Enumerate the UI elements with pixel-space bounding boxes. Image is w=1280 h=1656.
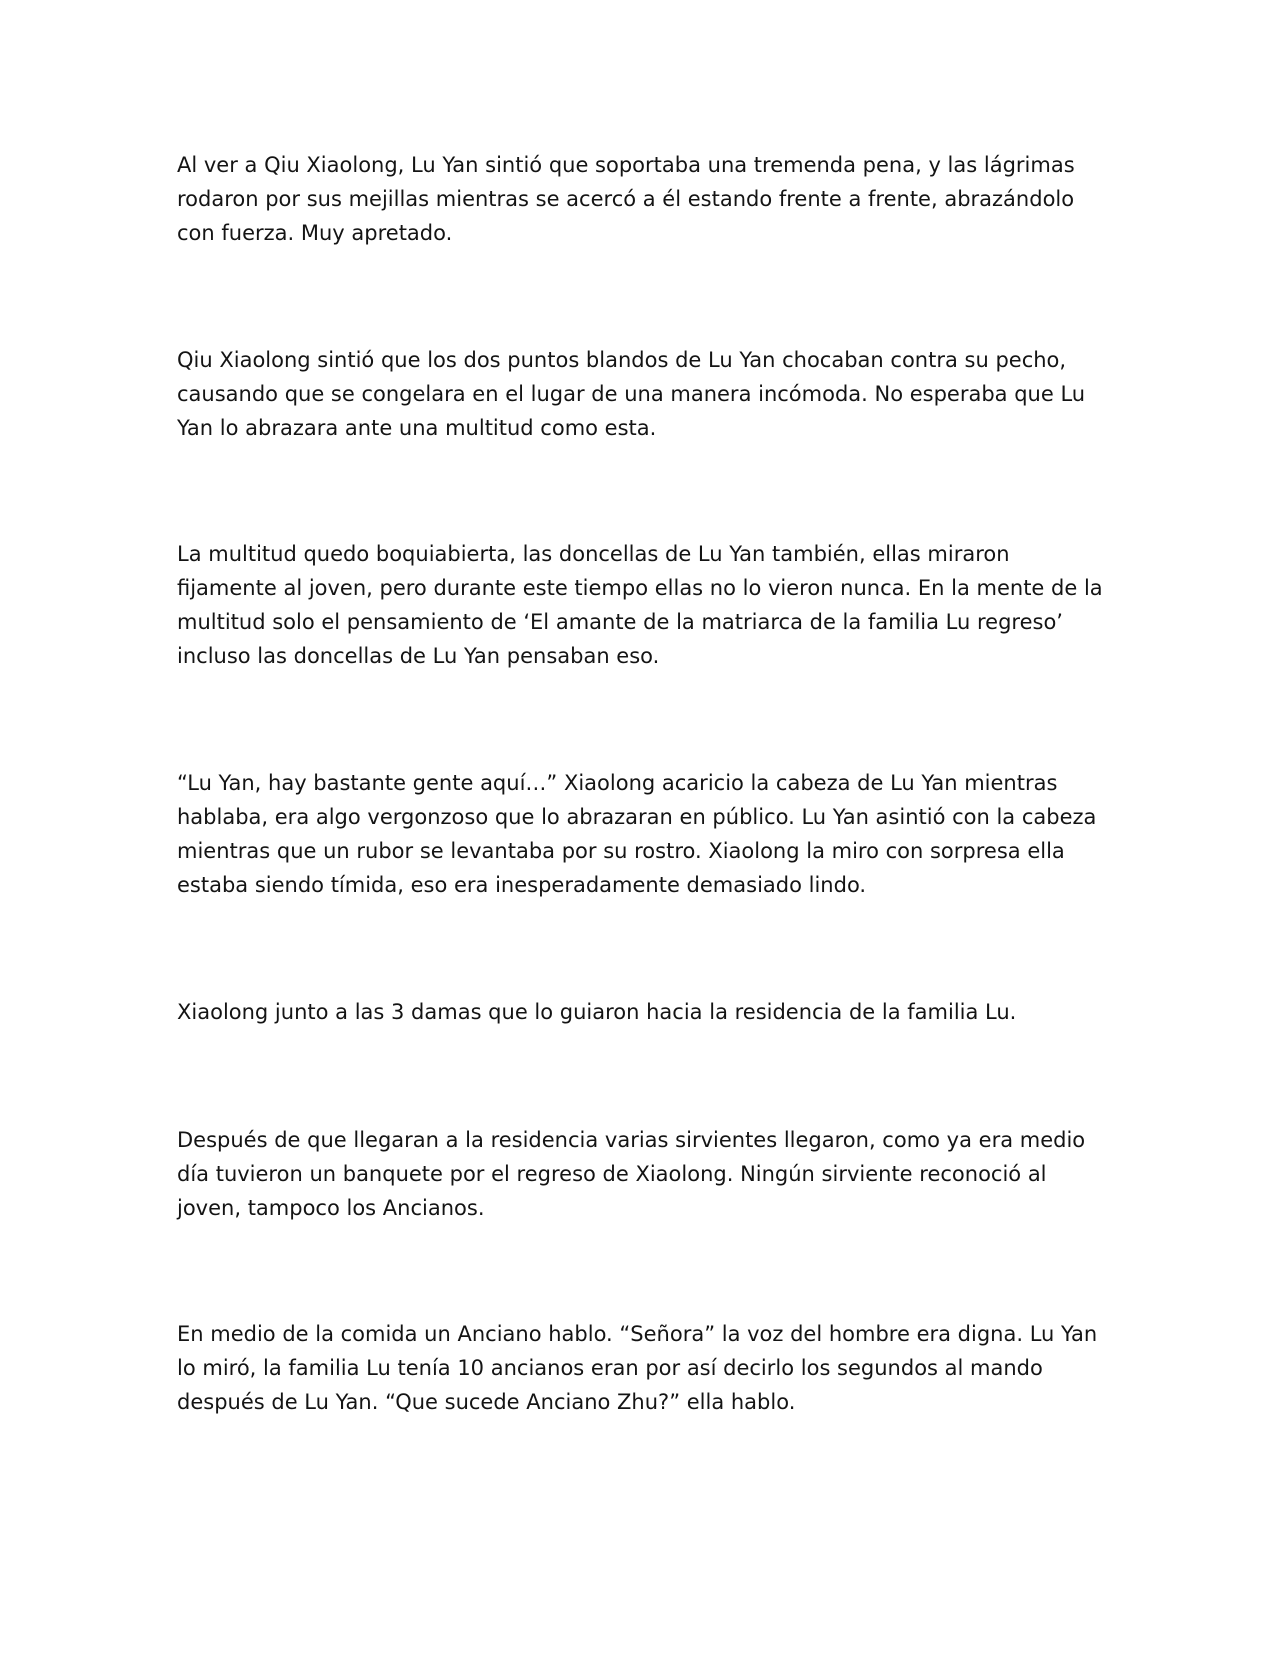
paragraph: Qiu Xiaolong sintió que los dos puntos blandos de Lu Yan chocaban contra su pecho, causando que se congelara en el lugar de una manera incómoda. No esperaba que Lu Yan lo abrazara ante una multitud como esta. <box>177 348 1086 440</box>
paragraph: Al ver a Qiu Xiaolong, Lu Yan sintió que soportaba una tremenda pena, y las lágrimas rodaron por sus mejillas mientras se acercó a él estando frente a frente, abrazándolo con fuerza. Muy apretado. <box>177 153 1075 245</box>
paragraph: La multitud quedo boquiabierta, las doncellas de Lu Yan también, ellas miraron fijamente al joven, pero durante este tiempo ellas no lo vieron nunca. En la mente de la multitud solo el pensamiento de ‘El amante de la matriarca de la familia Lu regreso’ incluso las doncellas de Lu Yan pensaban eso. <box>177 542 1103 668</box>
paragraph: Xiaolong junto a las 3 damas que lo guiaron hacia la residencia de la familia Lu. <box>177 1000 1017 1024</box>
paragraph: Después de que llegaran a la residencia varias sirvientes llegaron, como ya era medio día tuvieron un banquete por el regreso de Xiaolong. Ningún sirviente reconoció al joven, tampoco los Ancianos. <box>177 1128 1086 1220</box>
paragraph: “Lu Yan, hay bastante gente aquí…” Xiaolong acaricio la cabeza de Lu Yan mientras hablaba, era algo vergonzoso que lo abrazaran en público. Lu Yan asintió con la cabeza mientras que un rubor se levantaba por su rostro. Xiaolong la miro con sorpresa ella estaba siendo tímida, eso era inesperadamente demasiado lindo. <box>177 771 1097 897</box>
paragraph: En medio de la comida un Anciano hablo. “Señora” la voz del hombre era digna. Lu Yan lo miró, la familia Lu tenía 10 ancianos eran por así decirlo los segundos al mando después de Lu Yan. “Que sucede Anciano Zhu?” ella hablo. <box>177 1322 1098 1414</box>
